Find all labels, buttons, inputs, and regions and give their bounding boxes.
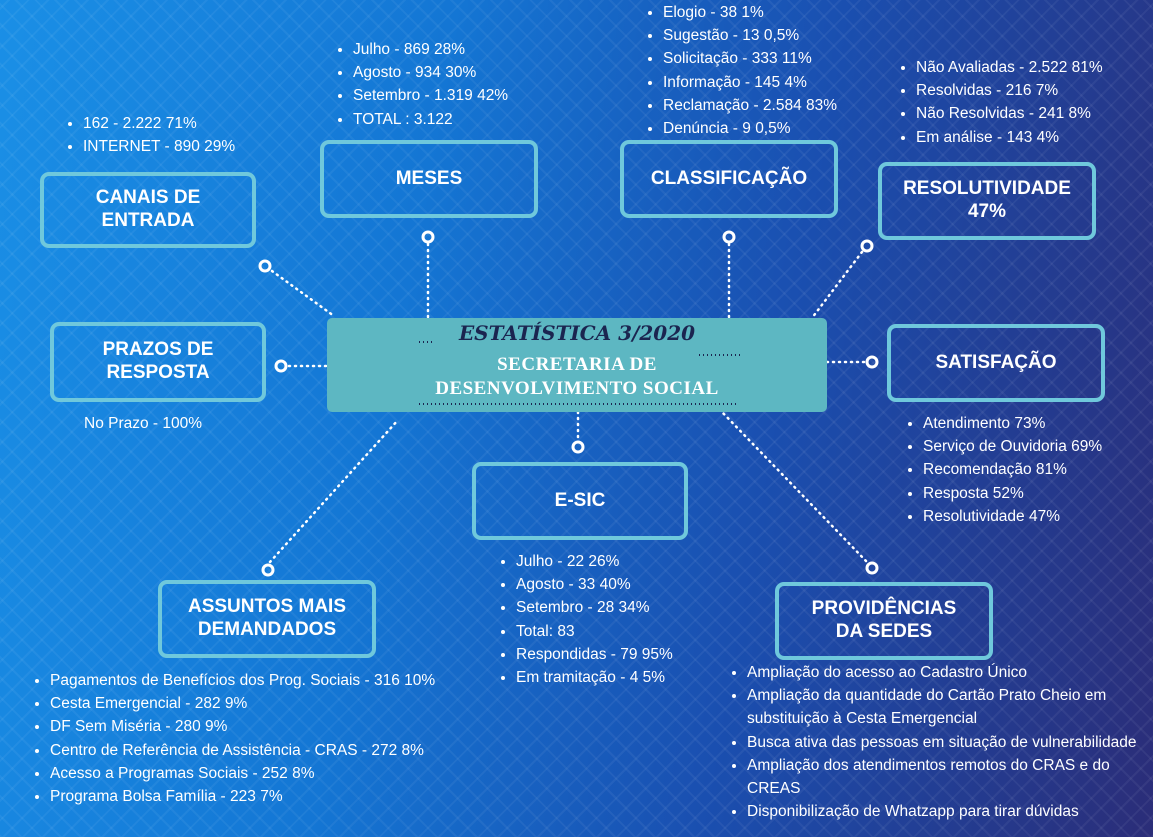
node-dot [573,442,583,452]
meses-label: MESES [395,167,463,189]
list-item: • Total: 83 [516,620,673,643]
esic-list [496,550,673,689]
list-item: • Não Avaliadas - 2.522 81% [916,56,1103,79]
classificacao-node [620,140,838,218]
list-item: • Informação - 145 4% [663,71,837,94]
resolutividade-label-line1: RESOLUTIVIDADE [903,178,1071,200]
list-item: • TOTAL : 3.122 [353,108,508,131]
resolutividade-node [878,162,1096,240]
prazos-de-resposta-node [50,322,266,402]
list-item: • Em tramitação - 4 5% [516,666,673,689]
list-item: • Resolutividade 47% [923,505,1102,528]
list-item: • DF Sem Miséria - 280 9% [50,715,435,738]
prazos-label-line1: PRAZOS DE [102,339,214,361]
satisfacao-label: SATISFAÇÃO [935,351,1057,373]
classificacao-label: CLASSIFICAÇÃO [650,167,808,189]
list-item: • Não Resolvidas - 241 8% [916,102,1103,125]
assuntos-label-line2: DEMANDADOS [197,619,337,640]
prazos-note: No Prazo - 100% [84,415,203,432]
assuntos-list [30,669,435,808]
providencias-label-line2: DA SEDES [835,621,933,642]
list-item: • Agosto - 33 40% [516,573,673,596]
list-item: • Solicitação - 333 11% [663,47,837,70]
list-item: • Cesta Emergencial - 282 9% [50,692,435,715]
list-item: • Programa Bolsa Família - 223 7% [50,785,435,808]
list-item: • Disponibilização de Whatzapp para tirar dúvidas [747,800,1153,823]
assuntos-node [158,580,376,658]
node-dot [260,261,270,271]
providencias-list [727,661,1153,823]
prazos-label-line2: RESPOSTA [106,362,210,383]
list-item: • Resposta 52% [923,482,1102,505]
list-item: • Resolvidas - 216 7% [916,79,1103,102]
node-dot [862,241,872,251]
dotted-underlines [327,318,827,412]
list-item: • Setembro - 1.319 42% [353,84,508,107]
node-dot [724,232,734,242]
meses-list [333,38,508,131]
esic-label: E-SIC [554,489,606,511]
esic-node [472,462,688,540]
list-item: • Ampliação dos atendimentos remotos do CRAS e do CREAS [747,754,1153,800]
list-item: • Respondidas - 79 95% [516,643,673,666]
classificacao-list [643,1,837,140]
resolutividade-list [896,56,1103,149]
list-item: • Julho - 869 28% [353,38,508,61]
satisfacao-node [887,324,1105,402]
assuntos-label-line1: ASSUNTOS MAIS [187,596,346,618]
list-item: • Julho - 22 26% [516,550,673,573]
satisfacao-list [903,412,1102,528]
node-dot [867,357,877,367]
center-title: ESTATÍSTICA 3/2020 [458,321,696,345]
list-item: • Acesso a Programas Sociais - 252 8% [50,762,435,785]
node-dot [423,232,433,242]
list-item: • Setembro - 28 34% [516,596,673,619]
list-item: • Denúncia - 9 0,5% [663,117,837,140]
list-item: • Reclamação - 2.584 83% [663,94,837,117]
canais-de-entrada-node [40,172,256,248]
meses-node [320,140,538,218]
list-item: • Agosto - 934 30% [353,61,508,84]
list-item: • Recomendação 81% [923,458,1102,481]
list-item: • Sugestão - 13 0,5% [663,24,837,47]
providencias-label-line1: PROVIDÊNCIAS [811,598,957,620]
list-item: • Pagamentos de Benefícios dos Prog. Sociais - 316 10% [50,669,435,692]
list-item: • Atendimento 73% [923,412,1102,435]
center-title-box [327,318,827,412]
providencias-node [775,582,993,660]
node-dot [263,565,273,575]
node-dot [867,563,877,573]
list-item: • Ampliação da quantidade do Cartão Prato Cheio em substituição à Cesta Emergencial [747,684,1153,730]
list-item: • INTERNET - 890 29% [83,135,235,158]
list-item: • Centro de Referência de Assistência - CRAS - 272 8% [50,739,435,762]
list-item: • Busca ativa das pessoas em situação de vulnerabilidade [747,731,1153,754]
center-subtitle-line2: DESENVOLVIMENTO SOCIAL [435,378,719,399]
list-item: • Serviço de Ouvidoria 69% [923,435,1102,458]
list-item: • Ampliação do acesso ao Cadastro Único [747,661,1153,684]
canais-label-line1: CANAIS DE [95,187,201,209]
canais-list [63,112,235,158]
center-subtitle-line1: SECRETARIA DE [497,354,657,375]
list-item: • Elogio - 38 1% [663,1,837,24]
canais-label-line2: ENTRADA [101,210,195,231]
list-item: • 162 - 2.222 71% [83,112,235,135]
resolutividade-value: 47% [967,201,1006,222]
node-dot [276,361,286,371]
list-item: • Em análise - 143 4% [916,126,1103,149]
